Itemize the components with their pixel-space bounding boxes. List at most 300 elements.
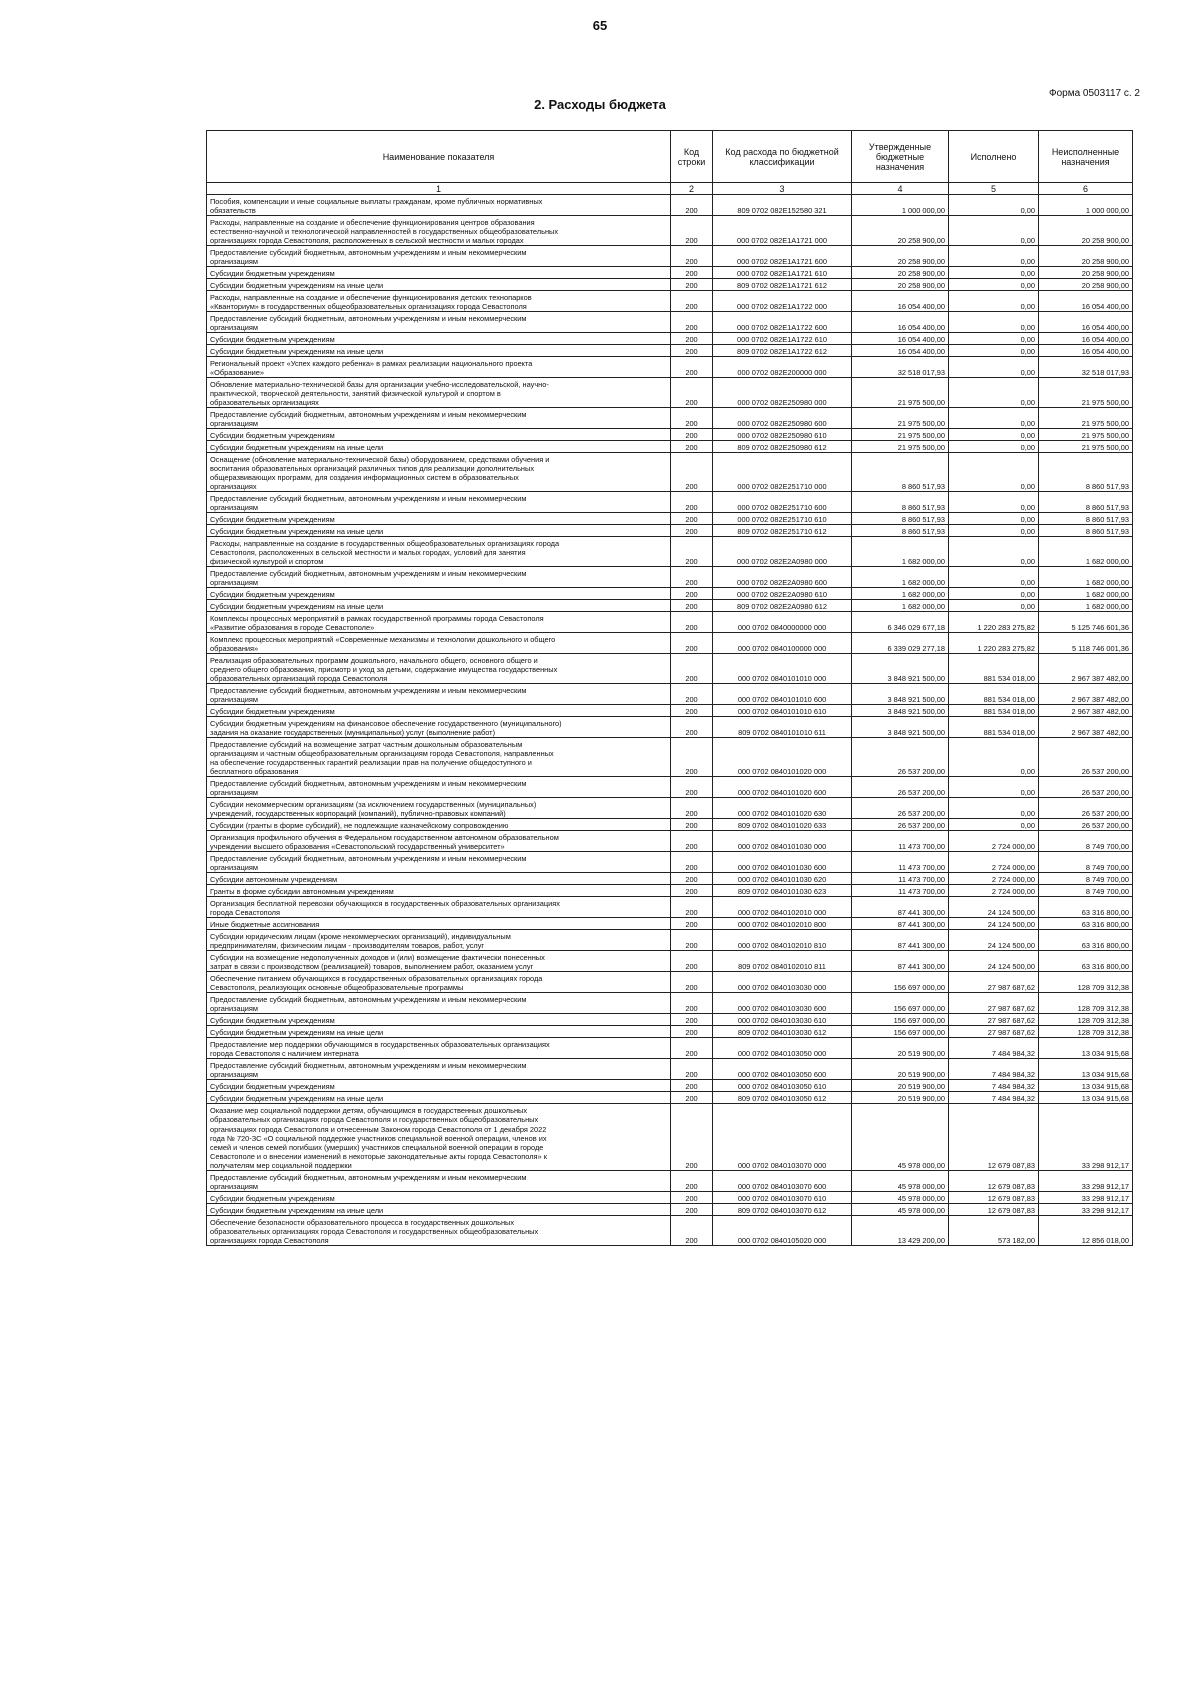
row-classification-cell: 000 0702 082E1A1721 610: [713, 267, 852, 279]
row-classification-cell: 000 0702 0840102010 800: [713, 918, 852, 930]
row-name-cell: Оказание мер социальной поддержки детям, обучающимся в государственных дошкольных образовательных организациях города Севастополя и государственных общеобразовательных организациях города Севастополя и отнесенным Законом города Севастополя от 1 декабря 2022 года № 720-ЗС «О социальной поддержке участников специальной военной операции, членов их семей и членов семей погибших (умерших) участников специальной военной операции в городе Севастополе и о внесении изменений в некоторые законодательные акты города Севастополя» к получателям мер социальной поддержки: [207, 1104, 671, 1171]
row-line-code-cell: 200: [671, 567, 713, 588]
row-line-code-cell: 200: [671, 1216, 713, 1246]
row-line-code-cell: 200: [671, 1038, 713, 1059]
row-remaining-cell: 128 709 312,38: [1039, 1014, 1133, 1026]
row-executed-cell: 24 124 500,00: [949, 930, 1039, 951]
row-classification-cell: 000 0702 082E251710 000: [713, 453, 852, 492]
row-executed-cell: 0,00: [949, 312, 1039, 333]
row-name-cell: Предоставление субсидий бюджетным, автономным учреждениям и иным некоммерческим организациям: [207, 1171, 671, 1192]
row-remaining-cell: 1 682 000,00: [1039, 588, 1133, 600]
row-classification-cell: 000 0702 0840101010 000: [713, 654, 852, 684]
row-line-code-cell: 200: [671, 918, 713, 930]
row-remaining-cell: 16 054 400,00: [1039, 345, 1133, 357]
table-row: [207, 717, 1133, 738]
row-line-code-cell: 200: [671, 1204, 713, 1216]
row-classification-cell: 000 0702 0840102010 000: [713, 897, 852, 918]
row-classification-cell: 000 0702 0840103030 600: [713, 993, 852, 1014]
table-row: [207, 654, 1133, 684]
table-row: [207, 1080, 1133, 1092]
row-approved-cell: 16 054 400,00: [852, 312, 949, 333]
row-executed-cell: 0,00: [949, 513, 1039, 525]
row-classification-cell: 000 0702 0840101010 610: [713, 705, 852, 717]
row-executed-cell: 0,00: [949, 333, 1039, 345]
row-remaining-cell: 8 749 700,00: [1039, 852, 1133, 873]
row-executed-cell: 12 679 087,83: [949, 1171, 1039, 1192]
row-approved-cell: 20 258 900,00: [852, 216, 949, 246]
row-executed-cell: 0,00: [949, 378, 1039, 408]
row-approved-cell: 21 975 500,00: [852, 441, 949, 453]
row-line-code-cell: 200: [671, 525, 713, 537]
row-name-cell: Субсидии на возмещение недополученных доходов и (или) возмещение фактически понесенных затрат в связи с производством (реализацией) товаров, выполнением работ, оказанием услуг: [207, 951, 671, 972]
table-row: [207, 1216, 1133, 1246]
row-approved-cell: 156 697 000,00: [852, 1014, 949, 1026]
row-classification-cell: 809 0702 0840101020 633: [713, 819, 852, 831]
row-executed-cell: 0,00: [949, 345, 1039, 357]
row-line-code-cell: 200: [671, 1104, 713, 1171]
table-body: [207, 195, 1133, 1246]
row-name-cell: Субсидии бюджетным учреждениям на иные цели: [207, 1026, 671, 1038]
row-approved-cell: 87 441 300,00: [852, 951, 949, 972]
row-line-code-cell: 200: [671, 612, 713, 633]
row-name-cell: Предоставление субсидий бюджетным, автономным учреждениям и иным некоммерческим организациям: [207, 993, 671, 1014]
row-executed-cell: 1 220 283 275,82: [949, 633, 1039, 654]
row-remaining-cell: 128 709 312,38: [1039, 1026, 1133, 1038]
table-row: [207, 588, 1133, 600]
column-number: 2: [671, 183, 713, 195]
row-approved-cell: 6 339 029 277,18: [852, 633, 949, 654]
row-name-cell: Комплекс процессных мероприятий «Современные механизмы и технологии дошкольного и общего образования»: [207, 633, 671, 654]
row-approved-cell: 11 473 700,00: [852, 831, 949, 852]
row-line-code-cell: 200: [671, 819, 713, 831]
row-line-code-cell: 200: [671, 1080, 713, 1092]
row-line-code-cell: 200: [671, 1026, 713, 1038]
row-approved-cell: 20 258 900,00: [852, 267, 949, 279]
row-classification-cell: 000 0702 082E1A1722 000: [713, 291, 852, 312]
table-row: [207, 1204, 1133, 1216]
row-name-cell: Расходы, направленные на создание и обеспечение функционирования центров образования естественно-научной и технологической направленностей в государственных общеобразовательных организациях города Севастополя, расположенных в сельской местности и малых городах: [207, 216, 671, 246]
row-classification-cell: 809 0702 0840102010 811: [713, 951, 852, 972]
table-row: [207, 1092, 1133, 1104]
row-classification-cell: 809 0702 0840103050 612: [713, 1092, 852, 1104]
row-classification-cell: 000 0702 082E250980 610: [713, 429, 852, 441]
row-executed-cell: 0,00: [949, 798, 1039, 819]
row-remaining-cell: 8 749 700,00: [1039, 885, 1133, 897]
table-row: [207, 513, 1133, 525]
table-row: [207, 567, 1133, 588]
row-remaining-cell: 32 518 017,93: [1039, 357, 1133, 378]
table-row: [207, 267, 1133, 279]
table-row: [207, 777, 1133, 798]
row-remaining-cell: 13 034 915,68: [1039, 1059, 1133, 1080]
table-row: [207, 1192, 1133, 1204]
row-approved-cell: 87 441 300,00: [852, 918, 949, 930]
row-name-cell: Субсидии бюджетным учреждениям на финансовое обеспечение государственного (муниципального) задания на оказание государственных (муниципальных) услуг (выполнение работ): [207, 717, 671, 738]
row-approved-cell: 8 860 517,93: [852, 525, 949, 537]
row-classification-cell: 000 0702 0840101020 600: [713, 777, 852, 798]
row-name-cell: Субсидии бюджетным учреждениям: [207, 333, 671, 345]
row-name-cell: Субсидии бюджетным учреждениям на иные цели: [207, 345, 671, 357]
row-classification-cell: 000 0702 0840102010 810: [713, 930, 852, 951]
row-line-code-cell: 200: [671, 216, 713, 246]
row-executed-cell: 24 124 500,00: [949, 897, 1039, 918]
table-row: [207, 1104, 1133, 1171]
row-name-cell: Субсидии (гранты в форме субсидий), не подлежащие казначейскому сопровождению: [207, 819, 671, 831]
row-name-cell: Субсидии бюджетным учреждениям на иные цели: [207, 1204, 671, 1216]
row-remaining-cell: 21 975 500,00: [1039, 408, 1133, 429]
row-executed-cell: 2 724 000,00: [949, 831, 1039, 852]
row-remaining-cell: 26 537 200,00: [1039, 798, 1133, 819]
row-executed-cell: 0,00: [949, 216, 1039, 246]
table-row: [207, 1059, 1133, 1080]
table-row: [207, 291, 1133, 312]
row-remaining-cell: 33 298 912,17: [1039, 1192, 1133, 1204]
row-approved-cell: 45 978 000,00: [852, 1104, 949, 1171]
row-line-code-cell: 200: [671, 195, 713, 216]
row-line-code-cell: 200: [671, 885, 713, 897]
row-executed-cell: 0,00: [949, 246, 1039, 267]
row-line-code-cell: 200: [671, 738, 713, 777]
table-row: [207, 885, 1133, 897]
column-number: 4: [852, 183, 949, 195]
budget-expenditures-table: [206, 130, 1133, 1246]
row-approved-cell: 21 975 500,00: [852, 378, 949, 408]
row-remaining-cell: 33 298 912,17: [1039, 1104, 1133, 1171]
table-row: [207, 633, 1133, 654]
row-line-code-cell: 200: [671, 453, 713, 492]
row-name-cell: Расходы, направленные на создание и обеспечение функционирования детских технопарков «Кванториум» в государственных общеобразовательных организациях города Севастополя: [207, 291, 671, 312]
row-line-code-cell: 200: [671, 588, 713, 600]
row-executed-cell: 0,00: [949, 567, 1039, 588]
row-executed-cell: 7 484 984,32: [949, 1038, 1039, 1059]
row-remaining-cell: 13 034 915,68: [1039, 1092, 1133, 1104]
row-classification-cell: 000 0702 0840101010 600: [713, 684, 852, 705]
row-approved-cell: 20 519 900,00: [852, 1038, 949, 1059]
row-executed-cell: 0,00: [949, 525, 1039, 537]
row-classification-cell: 000 0702 082E2A0980 600: [713, 567, 852, 588]
row-name-cell: Субсидии бюджетным учреждениям: [207, 513, 671, 525]
row-classification-cell: 809 0702 0840101030 623: [713, 885, 852, 897]
row-executed-cell: 27 987 687,62: [949, 1026, 1039, 1038]
row-executed-cell: 881 534 018,00: [949, 705, 1039, 717]
table-row: [207, 930, 1133, 951]
column-number: 3: [713, 183, 852, 195]
row-classification-cell: 000 0702 082E200000 000: [713, 357, 852, 378]
row-executed-cell: 881 534 018,00: [949, 717, 1039, 738]
row-name-cell: Обеспечение питанием обучающихся в государственных образовательных организациях города Севастополя, реализующих основные общеобразовательные программы: [207, 972, 671, 993]
row-classification-cell: 000 0702 082E251710 600: [713, 492, 852, 513]
row-remaining-cell: 63 316 800,00: [1039, 951, 1133, 972]
row-executed-cell: 24 124 500,00: [949, 918, 1039, 930]
table-row: [207, 819, 1133, 831]
row-line-code-cell: 200: [671, 441, 713, 453]
row-executed-cell: 0,00: [949, 588, 1039, 600]
row-name-cell: Субсидии бюджетным учреждениям на иные цели: [207, 600, 671, 612]
row-executed-cell: 881 534 018,00: [949, 684, 1039, 705]
row-remaining-cell: 20 258 900,00: [1039, 279, 1133, 291]
row-classification-cell: 809 0702 0840101010 611: [713, 717, 852, 738]
row-classification-cell: 809 0702 0840103030 612: [713, 1026, 852, 1038]
page-number: 65: [592, 18, 608, 33]
row-classification-cell: 809 0702 082E2A0980 612: [713, 600, 852, 612]
row-executed-cell: 12 679 087,83: [949, 1204, 1039, 1216]
row-approved-cell: 26 537 200,00: [852, 798, 949, 819]
row-name-cell: Предоставление субсидий бюджетным, автономным учреждениям и иным некоммерческим организациям: [207, 246, 671, 267]
row-classification-cell: 809 0702 082E251710 612: [713, 525, 852, 537]
row-line-code-cell: 200: [671, 1192, 713, 1204]
row-name-cell: Предоставление мер поддержки обучающимся в государственных образовательных организациях города Севастополя с наличием интерната: [207, 1038, 671, 1059]
row-executed-cell: 1 220 283 275,82: [949, 612, 1039, 633]
row-approved-cell: 16 054 400,00: [852, 333, 949, 345]
table-row: [207, 408, 1133, 429]
row-approved-cell: 156 697 000,00: [852, 1026, 949, 1038]
row-classification-cell: 000 0702 0840103050 000: [713, 1038, 852, 1059]
row-remaining-cell: 8 860 517,93: [1039, 453, 1133, 492]
row-name-cell: Предоставление субсидий бюджетным, автономным учреждениям и иным некоммерческим организациям: [207, 567, 671, 588]
row-classification-cell: 000 0702 082E2A0980 000: [713, 537, 852, 567]
row-executed-cell: 0,00: [949, 600, 1039, 612]
table-row: [207, 453, 1133, 492]
table-row: [207, 492, 1133, 513]
row-approved-cell: 156 697 000,00: [852, 993, 949, 1014]
row-remaining-cell: 16 054 400,00: [1039, 312, 1133, 333]
row-executed-cell: 2 724 000,00: [949, 885, 1039, 897]
row-line-code-cell: 200: [671, 600, 713, 612]
row-approved-cell: 21 975 500,00: [852, 429, 949, 441]
table-row: [207, 1014, 1133, 1026]
row-remaining-cell: 26 537 200,00: [1039, 777, 1133, 798]
column-header-classification: Код расхода по бюджетной классификации: [713, 131, 852, 183]
row-name-cell: Субсидии бюджетным учреждениям: [207, 1080, 671, 1092]
column-header-executed: Исполнено: [949, 131, 1039, 183]
row-line-code-cell: 200: [671, 492, 713, 513]
row-executed-cell: 0,00: [949, 492, 1039, 513]
row-approved-cell: 11 473 700,00: [852, 873, 949, 885]
table-row: [207, 246, 1133, 267]
row-approved-cell: 45 978 000,00: [852, 1204, 949, 1216]
table-row: [207, 357, 1133, 378]
row-classification-cell: 000 0702 082E1A1722 600: [713, 312, 852, 333]
row-approved-cell: 3 848 921 500,00: [852, 654, 949, 684]
row-line-code-cell: 200: [671, 633, 713, 654]
row-approved-cell: 1 682 000,00: [852, 600, 949, 612]
row-remaining-cell: 20 258 900,00: [1039, 216, 1133, 246]
row-name-cell: Субсидии юридическим лицам (кроме некоммерческих организаций), индивидуальным предпринимателям, физическим лицам - производителям товаров, работ, услуг: [207, 930, 671, 951]
row-name-cell: Предоставление субсидий бюджетным, автономным учреждениям и иным некоммерческим организациям: [207, 777, 671, 798]
table-row: [207, 600, 1133, 612]
row-approved-cell: 16 054 400,00: [852, 345, 949, 357]
row-classification-cell: 000 0702 0840105020 000: [713, 1216, 852, 1246]
row-remaining-cell: 8 749 700,00: [1039, 873, 1133, 885]
row-line-code-cell: 200: [671, 930, 713, 951]
row-executed-cell: 7 484 984,32: [949, 1059, 1039, 1080]
row-classification-cell: 000 0702 0840103030 000: [713, 972, 852, 993]
row-executed-cell: 12 679 087,83: [949, 1192, 1039, 1204]
column-header-line-code: Код строки: [671, 131, 713, 183]
row-name-cell: Расходы, направленные на создание в государственных общеобразовательных организациях города Севастополя, расположенных в сельской местности и малых городах, условий для занятия физической культурой и спортом: [207, 537, 671, 567]
table-row: [207, 852, 1133, 873]
row-approved-cell: 21 975 500,00: [852, 408, 949, 429]
row-classification-cell: 000 0702 082E251710 610: [713, 513, 852, 525]
row-executed-cell: 27 987 687,62: [949, 1014, 1039, 1026]
row-remaining-cell: 1 682 000,00: [1039, 567, 1133, 588]
row-remaining-cell: 8 860 517,93: [1039, 525, 1133, 537]
row-remaining-cell: 13 034 915,68: [1039, 1080, 1133, 1092]
table-row: [207, 738, 1133, 777]
row-line-code-cell: 200: [671, 777, 713, 798]
row-remaining-cell: 13 034 915,68: [1039, 1038, 1133, 1059]
row-approved-cell: 156 697 000,00: [852, 972, 949, 993]
table-row: [207, 993, 1133, 1014]
row-remaining-cell: 26 537 200,00: [1039, 738, 1133, 777]
row-name-cell: Предоставление субсидий бюджетным, автономным учреждениям и иным некоммерческим организациям: [207, 312, 671, 333]
row-approved-cell: 20 258 900,00: [852, 246, 949, 267]
row-executed-cell: 0,00: [949, 441, 1039, 453]
row-executed-cell: 2 724 000,00: [949, 873, 1039, 885]
row-classification-cell: 000 0702 082E1A1721 000: [713, 216, 852, 246]
row-remaining-cell: 21 975 500,00: [1039, 429, 1133, 441]
row-line-code-cell: 200: [671, 378, 713, 408]
row-classification-cell: 000 0702 0840101030 000: [713, 831, 852, 852]
row-executed-cell: 881 534 018,00: [949, 654, 1039, 684]
row-line-code-cell: 200: [671, 717, 713, 738]
row-name-cell: Реализация образовательных программ дошкольного, начального общего, основного общего и среднего общего образования, присмотр и уход за детьми, содержание имущества государственных образовательных организаций города Севастополя: [207, 654, 671, 684]
row-name-cell: Субсидии бюджетным учреждениям: [207, 429, 671, 441]
row-approved-cell: 26 537 200,00: [852, 738, 949, 777]
row-approved-cell: 1 682 000,00: [852, 537, 949, 567]
row-remaining-cell: 8 749 700,00: [1039, 831, 1133, 852]
table-row: [207, 684, 1133, 705]
form-code: Форма 0503117 с. 2: [1048, 88, 1140, 99]
row-name-cell: Субсидии автономным учреждениям: [207, 873, 671, 885]
column-header-remaining: Неисполненные назначения: [1039, 131, 1133, 183]
table-row: [207, 279, 1133, 291]
row-name-cell: Субсидии бюджетным учреждениям: [207, 1014, 671, 1026]
row-executed-cell: 0,00: [949, 777, 1039, 798]
row-line-code-cell: 200: [671, 873, 713, 885]
row-approved-cell: 3 848 921 500,00: [852, 705, 949, 717]
table-row: [207, 378, 1133, 408]
row-approved-cell: 20 519 900,00: [852, 1080, 949, 1092]
table-row: [207, 1038, 1133, 1059]
row-name-cell: Субсидии бюджетным учреждениям: [207, 705, 671, 717]
row-approved-cell: 6 346 029 677,18: [852, 612, 949, 633]
row-executed-cell: 12 679 087,83: [949, 1104, 1039, 1171]
row-line-code-cell: 200: [671, 951, 713, 972]
table-row: [207, 705, 1133, 717]
row-approved-cell: 8 860 517,93: [852, 453, 949, 492]
row-name-cell: Обновление материально-технической базы для организации учебно-исследовательской, научно- практической, творческой деятельности, занятий физической культурой и спортом в образовательных организациях: [207, 378, 671, 408]
row-line-code-cell: 200: [671, 897, 713, 918]
row-remaining-cell: 20 258 900,00: [1039, 267, 1133, 279]
table-row: [207, 1171, 1133, 1192]
row-line-code-cell: 200: [671, 1171, 713, 1192]
row-approved-cell: 87 441 300,00: [852, 897, 949, 918]
row-remaining-cell: 63 316 800,00: [1039, 897, 1133, 918]
row-remaining-cell: 1 682 000,00: [1039, 537, 1133, 567]
row-executed-cell: 0,00: [949, 738, 1039, 777]
row-approved-cell: 20 519 900,00: [852, 1059, 949, 1080]
row-line-code-cell: 200: [671, 1014, 713, 1026]
row-classification-cell: 000 0702 0840103050 600: [713, 1059, 852, 1080]
table-row: [207, 441, 1133, 453]
row-classification-cell: 000 0702 0840103070 600: [713, 1171, 852, 1192]
row-line-code-cell: 200: [671, 333, 713, 345]
row-classification-cell: 000 0702 082E2A0980 610: [713, 588, 852, 600]
row-name-cell: Организация профильного обучения в Федеральном государственном автономном образовательном учреждении высшего образования «Севастопольский государственный университет»: [207, 831, 671, 852]
row-remaining-cell: 2 967 387 482,00: [1039, 654, 1133, 684]
row-name-cell: Предоставление субсидий на возмещение затрат частным дошкольным образовательным организациям и частным общеобразовательным организациям города Севастополя, направленных на обеспечение государственных гарантий реализации прав на получение общедоступного и бесплатного образования: [207, 738, 671, 777]
row-executed-cell: 0,00: [949, 453, 1039, 492]
row-name-cell: Организация бесплатной перевозки обучающихся в государственных образовательных организациях города Севастополя: [207, 897, 671, 918]
row-remaining-cell: 1 000 000,00: [1039, 195, 1133, 216]
row-remaining-cell: 33 298 912,17: [1039, 1171, 1133, 1192]
row-remaining-cell: 16 054 400,00: [1039, 291, 1133, 312]
table-row: [207, 918, 1133, 930]
table-row: [207, 429, 1133, 441]
row-approved-cell: 11 473 700,00: [852, 852, 949, 873]
row-executed-cell: 7 484 984,32: [949, 1080, 1039, 1092]
row-name-cell: Субсидии бюджетным учреждениям: [207, 588, 671, 600]
row-classification-cell: 809 0702 082E152580 321: [713, 195, 852, 216]
row-classification-cell: 000 0702 0840103050 610: [713, 1080, 852, 1092]
row-line-code-cell: 200: [671, 246, 713, 267]
column-number: 6: [1039, 183, 1133, 195]
row-line-code-cell: 200: [671, 1092, 713, 1104]
row-executed-cell: 7 484 984,32: [949, 1092, 1039, 1104]
row-executed-cell: 0,00: [949, 429, 1039, 441]
row-approved-cell: 13 429 200,00: [852, 1216, 949, 1246]
row-approved-cell: 1 000 000,00: [852, 195, 949, 216]
row-name-cell: Комплексы процессных мероприятий в рамках государственной программы города Севастополя «Развитие образования в городе Севастополе»: [207, 612, 671, 633]
row-line-code-cell: 200: [671, 684, 713, 705]
row-name-cell: Субсидии бюджетным учреждениям: [207, 267, 671, 279]
row-classification-cell: 000 0702 0840101020 000: [713, 738, 852, 777]
row-classification-cell: 809 0702 0840103070 612: [713, 1204, 852, 1216]
row-executed-cell: 0,00: [949, 537, 1039, 567]
row-approved-cell: 32 518 017,93: [852, 357, 949, 378]
row-approved-cell: 3 848 921 500,00: [852, 684, 949, 705]
row-classification-cell: 000 0702 0840101030 620: [713, 873, 852, 885]
row-classification-cell: 809 0702 082E1A1721 612: [713, 279, 852, 291]
row-executed-cell: 0,00: [949, 279, 1039, 291]
row-remaining-cell: 63 316 800,00: [1039, 930, 1133, 951]
row-classification-cell: 000 0702 0840103030 610: [713, 1014, 852, 1026]
row-executed-cell: 2 724 000,00: [949, 852, 1039, 873]
row-remaining-cell: 26 537 200,00: [1039, 819, 1133, 831]
row-line-code-cell: 200: [671, 513, 713, 525]
table-row: [207, 972, 1133, 993]
row-remaining-cell: 16 054 400,00: [1039, 333, 1133, 345]
row-executed-cell: 0,00: [949, 819, 1039, 831]
row-remaining-cell: 21 975 500,00: [1039, 441, 1133, 453]
row-line-code-cell: 200: [671, 831, 713, 852]
row-remaining-cell: 33 298 912,17: [1039, 1204, 1133, 1216]
row-name-cell: Региональный проект «Успех каждого ребенка» в рамках реализации национального проекта «Образование»: [207, 357, 671, 378]
table-row: [207, 897, 1133, 918]
row-name-cell: Оснащение (обновление материально-технической базы) оборудованием, средствами обучения и воспитания образовательных организаций различных типов для реализации дополнительных общеразвивающих программ, для создания информационных систем в образовательных организациях: [207, 453, 671, 492]
row-classification-cell: 000 0702 082E250980 000: [713, 378, 852, 408]
row-approved-cell: 16 054 400,00: [852, 291, 949, 312]
row-remaining-cell: 5 125 746 601,36: [1039, 612, 1133, 633]
row-remaining-cell: 20 258 900,00: [1039, 246, 1133, 267]
row-line-code-cell: 200: [671, 705, 713, 717]
row-remaining-cell: 1 682 000,00: [1039, 600, 1133, 612]
row-approved-cell: 45 978 000,00: [852, 1171, 949, 1192]
row-name-cell: Пособия, компенсации и иные социальные выплаты гражданам, кроме публичных нормативных обязательств: [207, 195, 671, 216]
row-executed-cell: 0,00: [949, 291, 1039, 312]
row-approved-cell: 1 682 000,00: [852, 567, 949, 588]
